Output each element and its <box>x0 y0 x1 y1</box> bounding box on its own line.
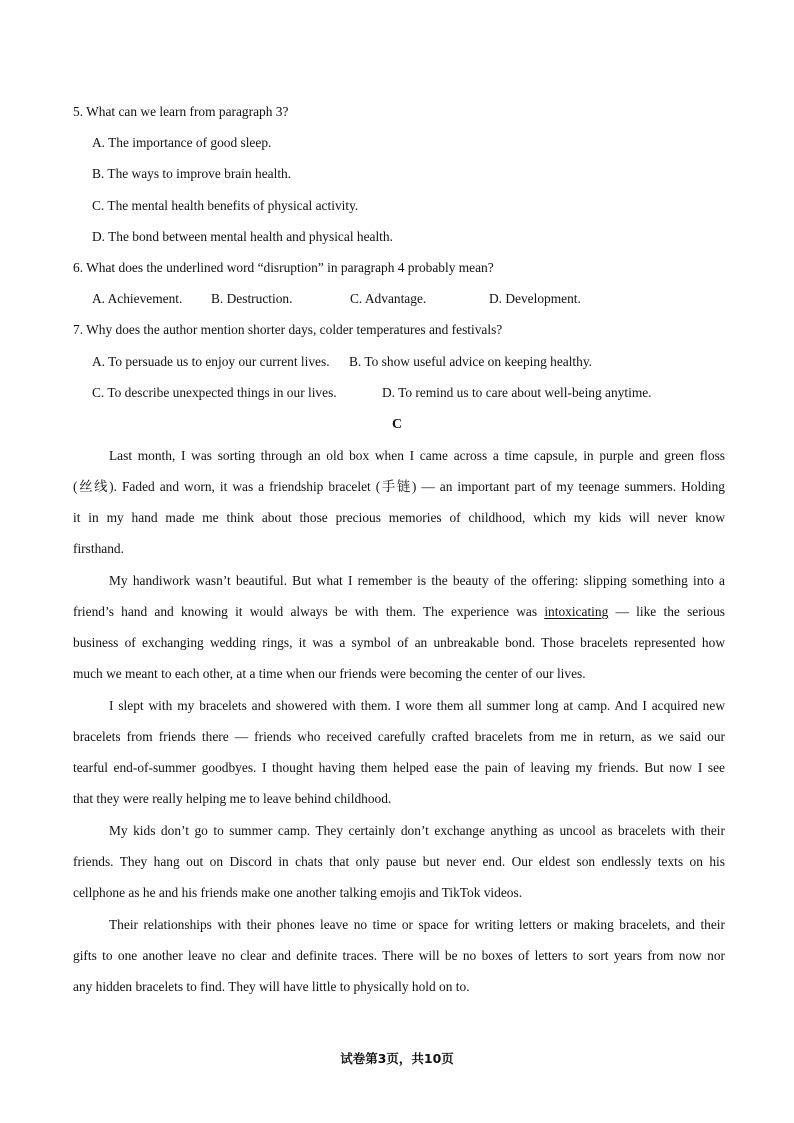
section-heading: C <box>391 417 403 432</box>
page-footer: 试卷第3页，共10页 <box>340 1051 454 1066</box>
passage-p3-line-2: bracelets from friends there — friends who received carefully crafted bracelets from me in return, as we said our <box>73 729 725 744</box>
passage-p5-line-1: Their relationships with their phones leave no time or space for writing letters or making bracelets, and their <box>109 917 725 932</box>
question-7-option-d: D. To remind us to care about well-being anytime. <box>382 385 652 400</box>
underlined-word-intoxicating: intoxicating <box>544 604 609 619</box>
question-7-option-a: A. To persuade us to enjoy our current lives. <box>92 354 330 369</box>
question-5-stem: 5. What can we learn from paragraph 3? <box>73 104 289 119</box>
passage-p4-line-2: friends. They hang out on Discord in chats that only pause but never end. Our eldest son endlessly texts on his <box>73 854 725 869</box>
passage-p2-line-2 <box>73 603 725 621</box>
passage-p3-line-4: that they were really helping me to leave behind childhood. <box>73 791 392 806</box>
question-6-stem: 6. What does the underlined word “disruption” in paragraph 4 probably mean? <box>73 260 494 275</box>
passage-p4-line-1: My kids don’t go to summer camp. They certainly don’t exchange anything as uncool as bracelets with their <box>109 823 725 838</box>
question-6-option-d: D. Development. <box>489 291 581 306</box>
passage-p2-line-1: My handiwork wasn’t beautiful. But what I remember is the beauty of the offering: slipping something into a <box>109 573 725 588</box>
question-5-option-d: D. The bond between mental health and physical health. <box>92 229 393 244</box>
question-6-option-b: B. Destruction. <box>211 291 293 306</box>
question-7-option-c: C. To describe unexpected things in our lives. <box>92 385 337 400</box>
question-5-option-a: A. The importance of good sleep. <box>92 135 272 150</box>
passage-p1-line-1: Last month, I was sorting through an old box when I came across a time capsule, in purple and green floss <box>109 448 725 463</box>
passage-p5-line-3: any hidden bracelets to find. They will have little to physically hold on to. <box>73 979 470 994</box>
passage-p3-line-1: I slept with my bracelets and showered with them. I wore them all summer long at camp. And I acquired new <box>109 698 725 713</box>
question-6-option-a: A. Achievement. <box>92 291 183 306</box>
passage-p5-line-2: gifts to one another leave no clear and definite traces. There will be no boxes of letters to sort years from now nor <box>73 948 725 963</box>
question-6-option-c: C. Advantage. <box>350 291 427 306</box>
passage-p2-line-2-text: friend’s hand and knowing it would always be with them. The experience was <box>73 604 538 619</box>
passage-p2-line-2-tail: — like the serious <box>608 604 726 619</box>
passage-p2-line-4: much we meant to each other, at a time when our friends were becoming the center of our lives. <box>73 666 586 681</box>
question-5-option-c: C. The mental health benefits of physical activity. <box>92 198 359 213</box>
passage-p1-line-2: (丝线). Faded and worn, it was a friendship bracelet (手链) — an important part of my teenage summers. Holding <box>73 479 725 494</box>
passage-p2-line-3: business of exchanging wedding rings, it was a symbol of an unbreakable bond. Those bracelets represented how <box>73 635 725 650</box>
passage-p4-line-3: cellphone as he and his friends make one another talking emojis and TikTok videos. <box>73 885 523 900</box>
question-7-stem: 7. Why does the author mention shorter days, colder temperatures and festivals? <box>73 322 503 337</box>
passage-p3-line-3: tearful end-of-summer goodbyes. I thought having them helped ease the pain of leaving my friends. But now I see <box>73 760 725 775</box>
question-5-option-b: B. The ways to improve brain health. <box>92 166 292 181</box>
question-7-option-b: B. To show useful advice on keeping healthy. <box>349 354 593 369</box>
passage-p1-line-4: firsthand. <box>73 541 124 556</box>
passage-p1-line-3: it in my hand made me think about those precious memories of childhood, which my kids will never know <box>73 510 725 525</box>
